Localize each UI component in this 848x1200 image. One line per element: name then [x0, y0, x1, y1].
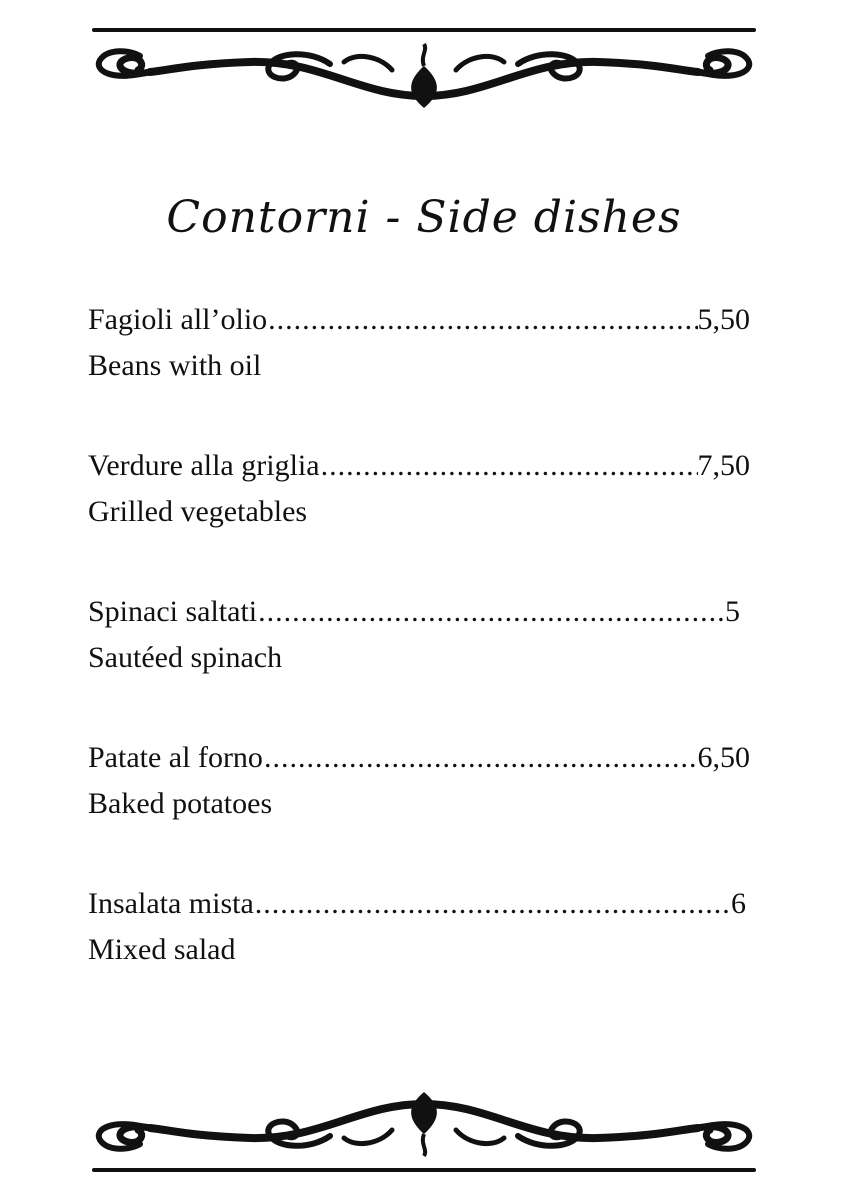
menu-item-name: Fagioli all’olio	[88, 303, 268, 336]
menu-item-line	[88, 302, 750, 338]
menu-item-translation: Beans with oil	[88, 349, 262, 382]
menu-item-name: Patate al forno	[88, 741, 263, 774]
dot-leader	[254, 886, 731, 922]
dot-leader	[320, 448, 698, 484]
menu-item-price: 5	[725, 595, 740, 628]
menu-item	[88, 448, 750, 530]
menu-item-line	[88, 594, 740, 630]
menu-item-line	[88, 740, 750, 776]
menu-item-line	[88, 448, 750, 484]
dot-leader	[263, 740, 698, 776]
menu-item-price: 6,50	[697, 741, 750, 774]
menu-item-line	[88, 886, 746, 922]
menu-item-name: Verdure alla griglia	[88, 449, 320, 482]
top-flourish-ornament	[0, 0, 848, 130]
menu-item	[88, 594, 740, 676]
dot-leader	[257, 594, 725, 630]
menu-item	[88, 740, 750, 822]
menu-item-name: Insalata mista	[88, 887, 254, 920]
menu-item-price: 7,50	[697, 449, 750, 482]
page-title: Contorni - Side dishes	[166, 192, 682, 243]
menu-item-translation: Mixed salad	[88, 933, 236, 966]
menu-item-translation: Baked potatoes	[88, 787, 273, 820]
dot-leader	[267, 302, 697, 338]
menu-item-price: 5,50	[697, 303, 750, 336]
menu-item	[88, 302, 750, 384]
menu-item-translation: Grilled vegetables	[88, 495, 308, 528]
bottom-flourish-ornament	[0, 1070, 848, 1200]
menu-item-translation: Sautéed spinach	[88, 641, 283, 674]
menu-item	[88, 886, 746, 968]
menu-item-name: Spinaci saltati	[88, 595, 258, 628]
menu-item-price: 6	[731, 887, 746, 920]
